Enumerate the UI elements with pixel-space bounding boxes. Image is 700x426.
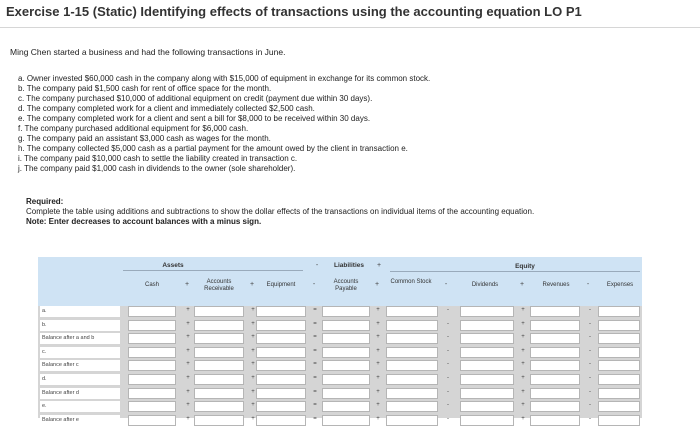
row-operator: +	[251, 307, 255, 313]
header-equals-sign: -	[315, 262, 319, 269]
table-input-cell[interactable]	[128, 388, 176, 399]
table-input-cell[interactable]	[530, 360, 580, 371]
table-input-cell[interactable]	[322, 333, 370, 344]
table-input-cell[interactable]	[530, 388, 580, 399]
column-header-dividends: Dividends	[471, 282, 499, 288]
table-input-cell[interactable]	[598, 333, 640, 344]
table-input-cell[interactable]	[322, 347, 370, 358]
table-input-cell[interactable]	[322, 388, 370, 399]
row-operator: +	[521, 389, 525, 395]
table-input-cell[interactable]	[386, 320, 438, 331]
row-operator: =	[313, 375, 317, 381]
table-input-cell[interactable]	[386, 360, 438, 371]
equity-group-line	[390, 271, 640, 272]
table-input-cell[interactable]	[460, 401, 514, 412]
row-label: d.	[40, 374, 120, 385]
table-input-cell[interactable]	[194, 320, 244, 331]
row-label: Balance after c	[40, 360, 120, 371]
row-operator: +	[521, 307, 525, 313]
table-input-cell[interactable]	[530, 401, 580, 412]
table-input-cell[interactable]	[386, 306, 438, 317]
row-operator: -	[447, 402, 449, 408]
column-header-cash: Cash	[144, 282, 159, 288]
row-label: c.	[40, 347, 120, 358]
row-label: Balance after e	[40, 415, 120, 426]
row-label: e.	[40, 401, 120, 412]
liabilities-group-header: Liabilities	[334, 262, 364, 269]
row-operator: +	[521, 375, 525, 381]
table-input-cell[interactable]	[128, 347, 176, 358]
table-input-cell[interactable]	[598, 374, 640, 385]
table-input-cell[interactable]	[386, 333, 438, 344]
table-input-cell[interactable]	[194, 374, 244, 385]
row-label: Balance after d	[40, 388, 120, 399]
row-operator: +	[521, 402, 525, 408]
row-label: Balance after a and b	[40, 333, 120, 344]
table-input-cell[interactable]	[322, 401, 370, 412]
row-operator: +	[186, 334, 190, 340]
row-operator: +	[251, 361, 255, 367]
required-heading: Required:	[26, 197, 64, 206]
row-operator: +	[251, 375, 255, 381]
transaction-item: a. Owner invested $60,000 cash in the company along with $15,000 of equipment in exchange for its common stock.	[18, 74, 431, 83]
table-input-cell[interactable]	[530, 333, 580, 344]
column-header-revenues: Revenues	[542, 282, 570, 288]
row-label: b.	[40, 320, 120, 331]
transaction-item: h. The company collected $5,000 cash as a partial payment for the amount owed by the client in transaction e.	[18, 144, 408, 153]
table-input-cell[interactable]	[530, 415, 580, 426]
table-input-cell[interactable]	[322, 360, 370, 371]
row-operator: +	[251, 348, 255, 354]
row-operator: +	[251, 416, 255, 422]
table-input-cell[interactable]	[256, 401, 306, 412]
row-operator: +	[376, 389, 380, 395]
table-input-cell[interactable]	[256, 320, 306, 331]
table-input-cell[interactable]	[598, 320, 640, 331]
row-operator: -	[589, 402, 591, 408]
transaction-item: b. The company paid $1,500 cash for rent of office space for the month.	[18, 84, 272, 93]
row-operator: -	[447, 389, 449, 395]
row-operator: +	[186, 348, 190, 354]
table-input-cell[interactable]	[460, 415, 514, 426]
table-input-cell[interactable]	[460, 320, 514, 331]
table-input-cell[interactable]	[598, 360, 640, 371]
row-operator: +	[521, 348, 525, 354]
row-operator: -	[589, 375, 591, 381]
intro-text: Ming Chen started a business and had the following transactions in June.	[10, 47, 286, 57]
table-input-cell[interactable]	[322, 374, 370, 385]
row-operator: +	[251, 389, 255, 395]
row-operator: +	[186, 416, 190, 422]
row-operator: +	[521, 416, 525, 422]
table-input-cell[interactable]	[386, 415, 438, 426]
required-note: Note: Enter decreases to account balances with a minus sign.	[26, 217, 262, 226]
table-input-cell[interactable]	[194, 306, 244, 317]
table-input-cell[interactable]	[194, 388, 244, 399]
operator-plus: +	[249, 281, 255, 288]
assets-group-line	[123, 270, 303, 271]
row-operator: +	[376, 334, 380, 340]
table-input-cell[interactable]	[598, 415, 640, 426]
table-input-cell[interactable]	[460, 360, 514, 371]
required-section	[26, 197, 626, 227]
row-operator: +	[251, 402, 255, 408]
table-input-cell[interactable]	[256, 415, 306, 426]
row-operator: +	[376, 307, 380, 313]
row-operator: -	[589, 389, 591, 395]
table-input-cell[interactable]	[256, 360, 306, 371]
row-operator: +	[376, 402, 380, 408]
table-input-cell[interactable]	[530, 374, 580, 385]
table-input-cell[interactable]	[256, 333, 306, 344]
table-input-cell[interactable]	[128, 401, 176, 412]
column-header-accounts-payable: Accounts Payable	[333, 279, 359, 292]
operator-plus: +	[374, 281, 380, 288]
transaction-item: i. The company paid $10,000 cash to settle the liability created in transaction c.	[18, 154, 298, 163]
table-input-cell[interactable]	[460, 374, 514, 385]
transaction-item: c. The company purchased $10,000 of additional equipment on credit (payment due within 30 days).	[18, 94, 373, 103]
table-input-cell[interactable]	[256, 374, 306, 385]
table-input-cell[interactable]	[256, 306, 306, 317]
table-input-cell[interactable]	[598, 347, 640, 358]
table-input-cell[interactable]	[598, 401, 640, 412]
table-input-cell[interactable]	[194, 415, 244, 426]
row-operator: -	[447, 416, 449, 422]
row-operator: -	[447, 321, 449, 327]
row-operator: +	[251, 321, 255, 327]
table-input-cell[interactable]	[128, 374, 176, 385]
row-operator: -	[447, 375, 449, 381]
table-input-cell[interactable]	[128, 360, 176, 371]
row-operator: +	[376, 361, 380, 367]
row-operator: =	[313, 416, 317, 422]
operator-plus: +	[184, 281, 190, 288]
table-input-cell[interactable]	[128, 415, 176, 426]
table-input-cell[interactable]	[322, 415, 370, 426]
assets-group-header: Assets	[162, 262, 184, 269]
row-operator: +	[251, 334, 255, 340]
row-operator: +	[376, 375, 380, 381]
row-operator: -	[589, 348, 591, 354]
table-input-cell[interactable]	[460, 388, 514, 399]
row-operator: -	[589, 334, 591, 340]
table-input-cell[interactable]	[194, 401, 244, 412]
operator-plus: +	[519, 281, 525, 288]
row-operator: +	[376, 416, 380, 422]
table-input-cell[interactable]	[460, 347, 514, 358]
header-plus-sign: +	[376, 262, 382, 269]
row-operator: =	[313, 348, 317, 354]
table-input-cell[interactable]	[128, 320, 176, 331]
row-operator: +	[186, 361, 190, 367]
column-header-equipment: Equipment	[266, 282, 296, 288]
column-header-accounts-receivable: Accounts Receivable	[204, 279, 234, 292]
column-header-common-stock: Common Stock	[390, 279, 432, 285]
table-input-cell[interactable]	[386, 388, 438, 399]
row-operator: =	[313, 321, 317, 327]
operator-minus: -	[444, 281, 448, 288]
row-operator: +	[376, 348, 380, 354]
table-input-cell[interactable]	[598, 388, 640, 399]
table-input-cell[interactable]	[128, 306, 176, 317]
operator-equals: -	[312, 281, 316, 288]
table-input-cell[interactable]	[194, 360, 244, 371]
row-operator: +	[186, 375, 190, 381]
table-input-cell[interactable]	[194, 333, 244, 344]
row-label: a.	[40, 306, 120, 317]
table-input-cell[interactable]	[386, 401, 438, 412]
table-input-cell[interactable]	[386, 374, 438, 385]
table-input-cell[interactable]	[530, 320, 580, 331]
title-divider	[0, 27, 700, 28]
row-operator: +	[186, 389, 190, 395]
table-input-cell[interactable]	[256, 347, 306, 358]
page-title: Exercise 1-15 (Static) Identifying effects of transactions using the accounting equation LO P1	[6, 4, 582, 19]
transaction-list	[18, 74, 430, 174]
row-operator: -	[447, 334, 449, 340]
transaction-item: f. The company purchased additional equipment for $6,000 cash.	[18, 124, 249, 133]
table-input-cell[interactable]	[386, 347, 438, 358]
row-operator: +	[186, 321, 190, 327]
operator-minus: -	[586, 281, 590, 288]
table-input-cell[interactable]	[460, 333, 514, 344]
row-operator: -	[447, 348, 449, 354]
row-operator: =	[313, 334, 317, 340]
table-input-cell[interactable]	[530, 306, 580, 317]
row-operator: =	[313, 361, 317, 367]
table-input-cell[interactable]	[322, 306, 370, 317]
table-input-cell[interactable]	[128, 333, 176, 344]
row-operator: +	[186, 307, 190, 313]
row-operator: -	[589, 307, 591, 313]
table-input-cell[interactable]	[530, 347, 580, 358]
row-operator: -	[589, 416, 591, 422]
required-text: Complete the table using additions and subtractions to show the dollar effects of the transactions on individual items of the accounting equation.	[26, 207, 535, 216]
transaction-item: j. The company paid $1,000 cash in dividends to the owner (sole shareholder).	[18, 164, 296, 173]
table-input-cell[interactable]	[194, 347, 244, 358]
row-operator: =	[313, 389, 317, 395]
row-operator: +	[186, 402, 190, 408]
row-operator: =	[313, 307, 317, 313]
row-operator: -	[589, 321, 591, 327]
column-header-expenses: Expenses	[606, 282, 634, 288]
row-operator: -	[447, 307, 449, 313]
transaction-item: d. The company completed work for a client and immediately collected $2,500 cash.	[18, 104, 315, 113]
row-operator: +	[521, 334, 525, 340]
row-operator: +	[376, 321, 380, 327]
table-input-cell[interactable]	[256, 388, 306, 399]
row-operator: -	[447, 361, 449, 367]
transaction-item: e. The company completed work for a client and sent a bill for $8,000 to be received within 30 days.	[18, 114, 371, 123]
row-operator: +	[521, 321, 525, 327]
table-input-cell[interactable]	[598, 306, 640, 317]
row-operator: =	[313, 402, 317, 408]
table-input-cell[interactable]	[322, 320, 370, 331]
equity-group-header: Equity	[515, 263, 535, 270]
row-operator: -	[589, 361, 591, 367]
row-operator: +	[521, 361, 525, 367]
transaction-item: g. The company paid an assistant $3,000 cash as wages for the month.	[18, 134, 271, 143]
table-input-cell[interactable]	[460, 306, 514, 317]
